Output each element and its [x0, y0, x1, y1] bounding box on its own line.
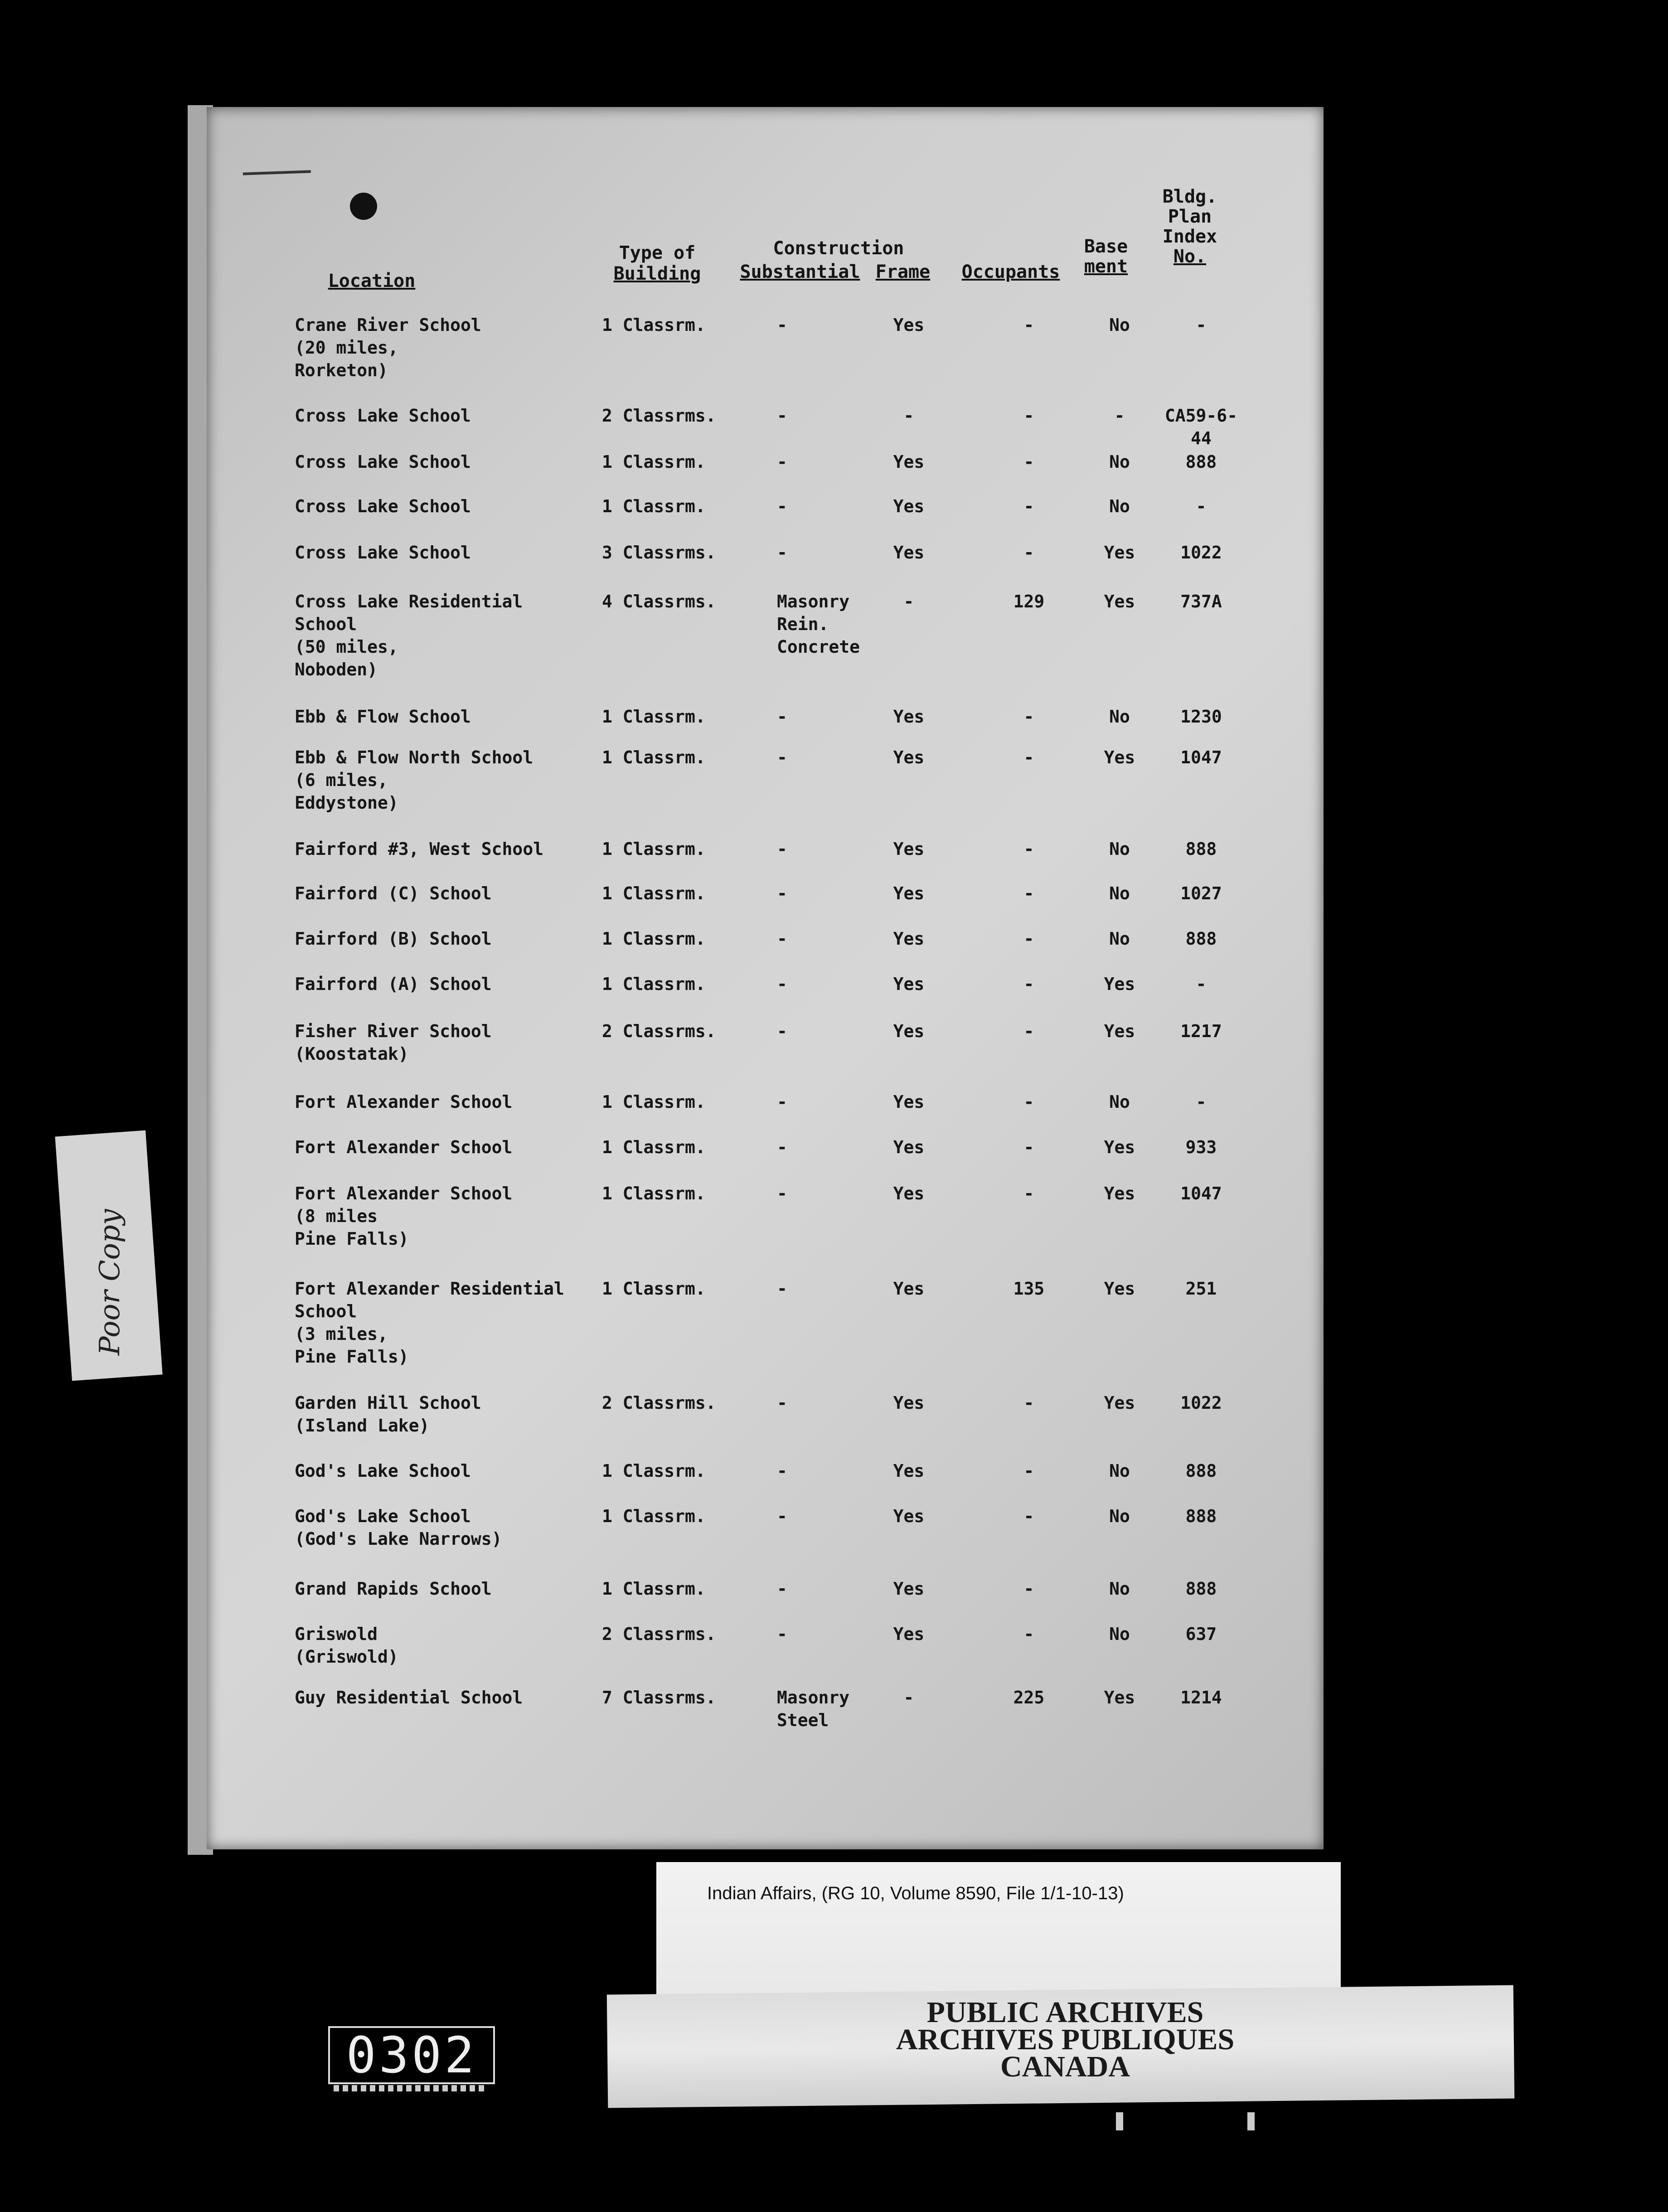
cell-substantial: - [777, 1279, 787, 1299]
cell-basement: No [1109, 1506, 1130, 1526]
cell-plan: CA59-6-44 [1164, 406, 1238, 448]
cell-type: 1 Classrm. [602, 747, 706, 767]
cell-occupants: - [1023, 747, 1034, 767]
header-frame: Frame [875, 262, 931, 282]
cell-plan: 1022 [1180, 543, 1222, 563]
cell-location: Ebb & Flow School [295, 707, 471, 727]
cell-type: 1 Classrm. [602, 1184, 706, 1203]
cell-frame: - [903, 592, 914, 611]
cell-substantial: - [777, 452, 787, 472]
cell-basement: Yes [1104, 592, 1135, 611]
side-note-text: Poor Copy [93, 1209, 126, 1355]
cell-type: 1 Classrm. [602, 883, 706, 903]
cell-location: Cross Lake Residential School (50 miles, Noboden) [295, 592, 523, 679]
cell-frame: - [903, 1688, 914, 1708]
pin-mark [1247, 2112, 1255, 2130]
cell-occupants: - [1023, 1393, 1034, 1413]
header-basement-line1: Base [1084, 236, 1128, 257]
cell-occupants: - [1023, 1137, 1034, 1157]
cell-basement: Yes [1104, 1688, 1135, 1708]
cell-location: Fairford (C) School [295, 883, 492, 903]
cell-plan: 888 [1185, 929, 1217, 949]
archive-line2: ARCHIVES PUBLIQUES [896, 2023, 1235, 2056]
cell-basement: Yes [1104, 1393, 1135, 1413]
cell-occupants: - [1023, 1461, 1034, 1481]
cell-location: Ebb & Flow North School (6 miles, Eddystone) [295, 747, 533, 813]
cell-location: Cross Lake School [295, 406, 471, 426]
cell-location: Crane River School (20 miles, Rorketon) [295, 315, 481, 380]
cell-basement: No [1109, 496, 1130, 516]
cell-basement: Yes [1104, 543, 1135, 563]
cell-location: Fairford #3, West School [295, 839, 544, 859]
cell-substantial: Masonry Steel [777, 1688, 850, 1730]
cell-substantial: - [777, 1092, 787, 1112]
cell-plan: 888 [1185, 1506, 1217, 1526]
header-plan-line1: Bldg. [1162, 186, 1217, 207]
archive-stamp [816, 1996, 1314, 2083]
cell-frame: - [903, 406, 914, 426]
cell-type: 1 Classrm. [602, 496, 706, 516]
header-occupants: Occupants [961, 262, 1060, 282]
cell-plan: 888 [1185, 1461, 1217, 1481]
cell-frame: Yes [893, 543, 925, 563]
cell-frame: Yes [893, 1624, 925, 1644]
cell-plan: 737A [1180, 592, 1222, 611]
cell-plan: - [1196, 1092, 1207, 1112]
cell-substantial: - [777, 1461, 787, 1481]
cell-basement: No [1109, 929, 1130, 949]
cell-frame: Yes [893, 315, 925, 335]
cell-occupants: - [1023, 1092, 1034, 1112]
cell-type: 1 Classrm. [602, 1579, 706, 1599]
cell-type: 1 Classrm. [602, 839, 706, 859]
cell-frame: Yes [893, 974, 925, 994]
cell-type: 1 Classrm. [602, 974, 706, 994]
cell-location: Cross Lake School [295, 543, 471, 563]
cell-substantial: - [777, 974, 787, 994]
cell-occupants: - [1023, 1184, 1034, 1203]
cell-basement: - [1114, 406, 1125, 426]
cell-basement: Yes [1104, 1279, 1135, 1299]
cell-location: Fort Alexander School [295, 1137, 513, 1157]
cell-basement: No [1109, 883, 1130, 903]
cell-type: 1 Classrm. [602, 1506, 706, 1526]
cell-occupants: - [1023, 1579, 1034, 1599]
cell-substantial: - [777, 929, 787, 949]
cell-type: 1 Classrm. [602, 1461, 706, 1481]
cell-basement: Yes [1104, 1184, 1135, 1203]
cell-plan: 1047 [1180, 1184, 1222, 1203]
cell-basement: Yes [1104, 1021, 1135, 1041]
cell-plan: 1047 [1180, 747, 1222, 767]
cell-basement: No [1109, 1624, 1130, 1644]
cell-occupants: - [1023, 496, 1034, 516]
cell-type: 1 Classrm. [602, 1137, 706, 1157]
header-location: Location [328, 271, 416, 291]
cell-plan: 1022 [1180, 1393, 1222, 1413]
archive-line3: CANADA [1000, 2050, 1130, 2083]
cell-substantial: - [777, 543, 787, 563]
cell-plan: 251 [1185, 1279, 1217, 1299]
cell-frame: Yes [893, 1579, 925, 1599]
archive-line1: PUBLIC ARCHIVES [926, 1996, 1204, 2029]
cell-location: Fort Alexander School (8 miles Pine Falls) [295, 1184, 513, 1249]
cell-substantial: - [777, 315, 787, 335]
cell-type: 2 Classrms. [602, 1624, 716, 1644]
cell-location: Fairford (A) School [295, 974, 492, 994]
cell-frame: Yes [893, 452, 925, 472]
header-substantial: Substantial [740, 262, 860, 282]
cell-substantial: - [777, 1579, 787, 1599]
cell-basement: No [1109, 315, 1130, 335]
cell-frame: Yes [893, 1092, 925, 1112]
cell-location: Cross Lake School [295, 452, 471, 472]
cell-substantial: - [777, 1137, 787, 1157]
cell-occupants: - [1023, 543, 1034, 563]
cell-frame: Yes [893, 747, 925, 767]
cell-frame: Yes [893, 1393, 925, 1413]
cell-location: Garden Hill School (Island Lake) [295, 1393, 481, 1436]
cell-substantial: - [777, 1184, 787, 1203]
cell-occupants: - [1023, 452, 1034, 472]
cell-frame: Yes [893, 1506, 925, 1526]
cell-basement: Yes [1104, 974, 1135, 994]
cell-location: Fisher River School (Koostatak) [295, 1021, 492, 1064]
header-basement-line2: ment [1084, 256, 1128, 277]
cell-frame: Yes [893, 1279, 925, 1299]
cell-plan: 1027 [1180, 883, 1222, 903]
cell-location: Fort Alexander Residential School (3 miles, Pine Falls) [295, 1279, 564, 1367]
header-plan-line3: Index [1162, 226, 1217, 247]
cell-frame: Yes [893, 883, 925, 903]
header-type-line2: Building [613, 263, 701, 284]
cell-frame: Yes [893, 496, 925, 516]
cell-substantial: - [777, 1506, 787, 1526]
cell-frame: Yes [893, 929, 925, 949]
citation-text: Indian Affairs, (RG 10, Volume 8590, File 1/1-10-13) [707, 1883, 1124, 1903]
cell-basement: No [1109, 1092, 1130, 1112]
cell-substantial: - [777, 1393, 787, 1413]
cell-type: 7 Classrms. [602, 1688, 716, 1708]
cell-basement: Yes [1104, 747, 1135, 767]
cell-occupants: - [1023, 707, 1034, 727]
film-perforation [334, 2085, 488, 2091]
cell-type: 2 Classrms. [602, 1393, 716, 1413]
cell-frame: Yes [893, 839, 925, 859]
cell-substantial: - [777, 747, 787, 767]
cell-occupants: - [1023, 315, 1034, 335]
cell-location: Grand Rapids School [295, 1579, 492, 1599]
pin-mark [1116, 2112, 1123, 2130]
cell-frame: Yes [893, 1461, 925, 1481]
cell-occupants: - [1023, 883, 1034, 903]
header-type-line1: Type of [619, 243, 696, 263]
cell-occupants: - [1023, 839, 1034, 859]
cell-type: 3 Classrms. [602, 543, 716, 563]
cell-location: Guy Residential School [295, 1688, 523, 1708]
cell-location: God's Lake School [295, 1461, 471, 1481]
cell-occupants: - [1023, 406, 1034, 426]
cell-plan: 888 [1185, 452, 1217, 472]
cell-basement: No [1109, 452, 1130, 472]
cell-location: Griswold (Griswold) [295, 1624, 398, 1667]
cell-occupants: - [1023, 929, 1034, 949]
cell-substantial: - [777, 496, 787, 516]
cell-occupants: 135 [1013, 1279, 1045, 1299]
cell-plan: - [1196, 496, 1207, 516]
cell-occupants: - [1023, 1624, 1034, 1644]
cell-frame: Yes [893, 707, 925, 727]
cell-substantial: Masonry Rein. Concrete [777, 592, 860, 657]
cell-type: 1 Classrm. [602, 1279, 706, 1299]
cell-basement: No [1109, 707, 1130, 727]
cell-type: 1 Classrm. [602, 315, 706, 335]
punch-hole [350, 193, 377, 220]
cell-plan: 1214 [1180, 1688, 1222, 1708]
cell-substantial: - [777, 707, 787, 727]
cell-occupants: - [1023, 1506, 1034, 1526]
cell-type: 2 Classrms. [602, 406, 716, 426]
cell-plan: 888 [1185, 1579, 1217, 1599]
cell-plan: - [1196, 974, 1207, 994]
cell-basement: No [1109, 1461, 1130, 1481]
cell-plan: 888 [1185, 839, 1217, 859]
cell-substantial: - [777, 1624, 787, 1644]
cell-basement: No [1109, 1579, 1130, 1599]
frame-number: 0302 [328, 2026, 495, 2084]
cell-frame: Yes [893, 1184, 925, 1203]
cell-location: Fort Alexander School [295, 1092, 513, 1112]
cell-substantial: - [777, 883, 787, 903]
header-plan-line4: No. [1173, 246, 1207, 267]
cell-plan: 1230 [1180, 707, 1222, 727]
cell-substantial: - [777, 406, 787, 426]
header-construction: Construction [773, 238, 904, 259]
cell-plan: 637 [1185, 1624, 1217, 1644]
cell-basement: Yes [1104, 1137, 1135, 1157]
cell-occupants: - [1023, 974, 1034, 994]
cell-location: Cross Lake School [295, 496, 471, 516]
cell-plan: - [1196, 315, 1207, 335]
cell-occupants: 225 [1013, 1688, 1045, 1708]
cell-type: 2 Classrms. [602, 1021, 716, 1041]
header-plan-line2: Plan [1168, 206, 1212, 227]
cell-location: God's Lake School (God's Lake Narrows) [295, 1506, 502, 1549]
cell-frame: Yes [893, 1021, 925, 1041]
cell-plan: 933 [1185, 1137, 1217, 1157]
cell-type: 1 Classrm. [602, 452, 706, 472]
cell-type: 4 Classrms. [602, 592, 716, 611]
cell-occupants: 129 [1013, 592, 1045, 611]
cell-frame: Yes [893, 1137, 925, 1157]
cell-type: 1 Classrm. [602, 929, 706, 949]
cell-occupants: - [1023, 1021, 1034, 1041]
cell-basement: No [1109, 839, 1130, 859]
cell-substantial: - [777, 839, 787, 859]
cell-location: Fairford (B) School [295, 929, 492, 949]
cell-plan: 1217 [1180, 1021, 1222, 1041]
cell-type: 1 Classrm. [602, 1092, 706, 1112]
cell-type: 1 Classrm. [602, 707, 706, 727]
cell-substantial: - [777, 1021, 787, 1041]
